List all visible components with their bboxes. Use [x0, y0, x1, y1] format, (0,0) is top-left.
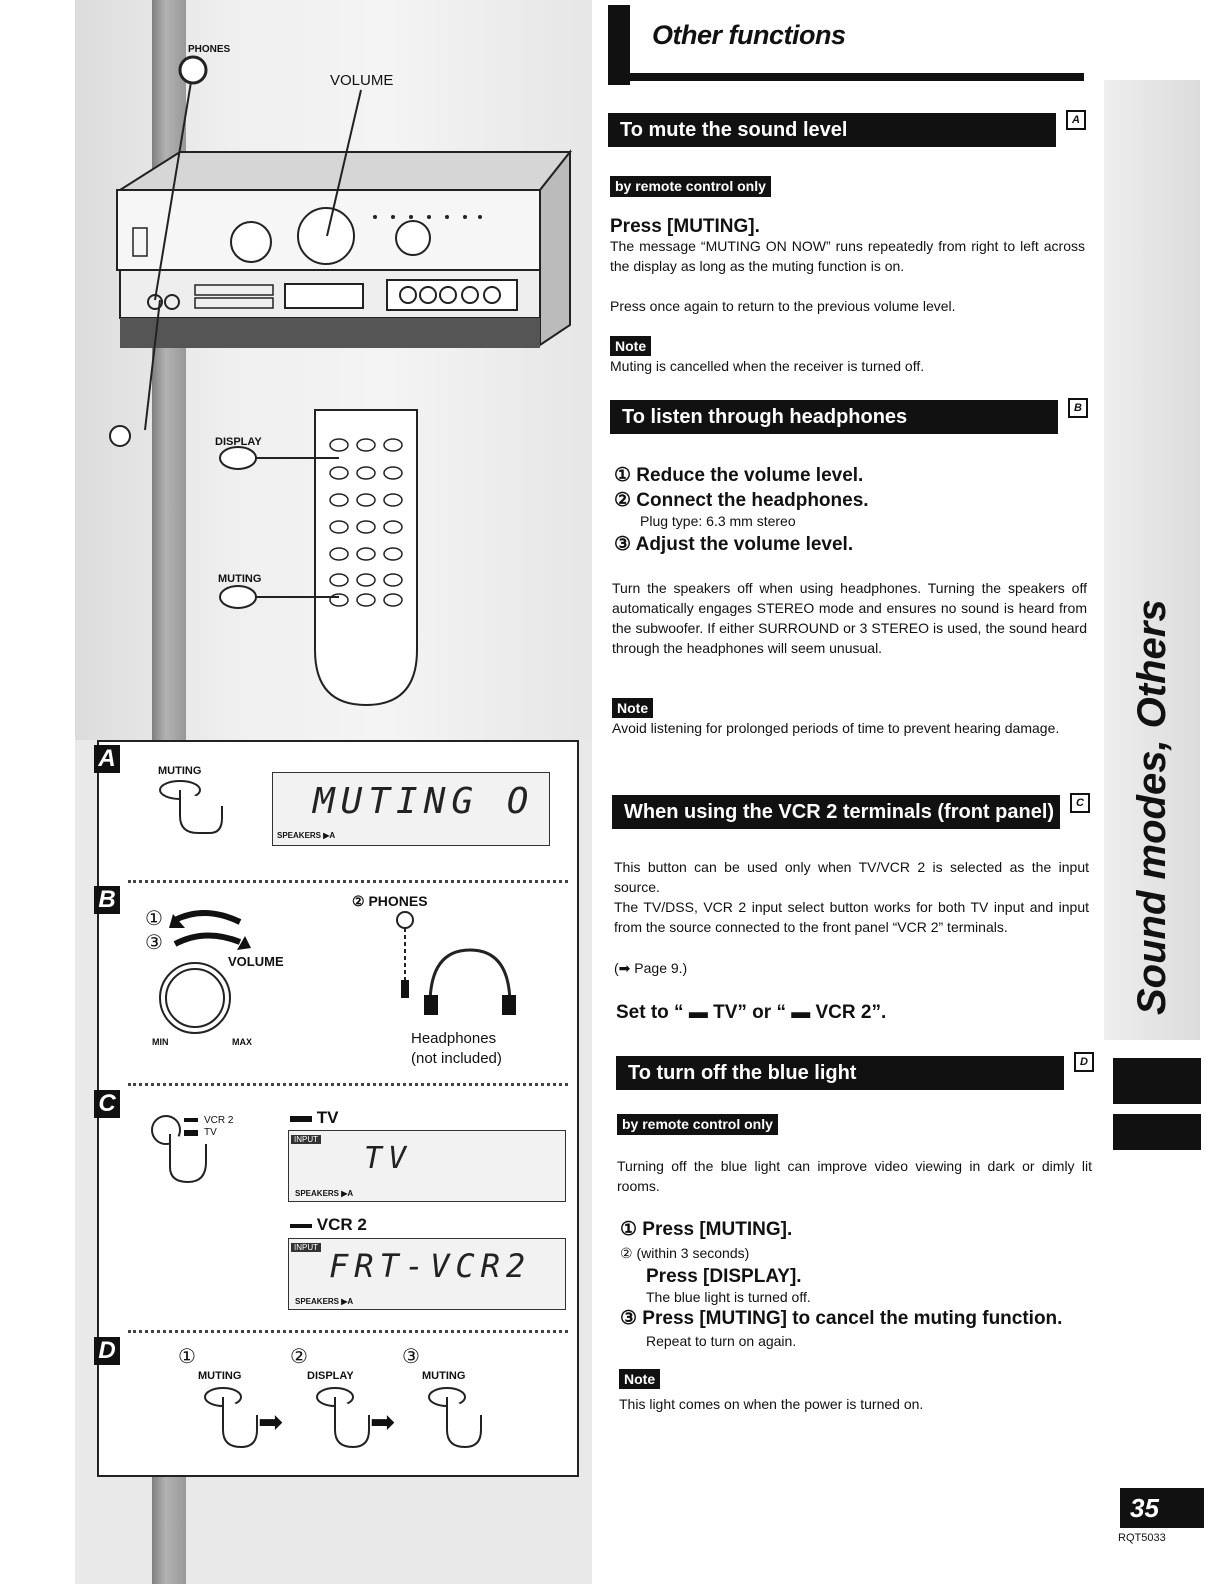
blue-step-2-result: The blue light is turned off.	[646, 1289, 811, 1305]
mute-paragraph-2: Press once again to return to the previous volume level.	[610, 298, 956, 314]
panel-b-volume-label: VOLUME	[228, 954, 284, 969]
mute-remote-only: by remote control only	[610, 176, 771, 197]
side-tab-label: Sound modes, Others	[1130, 599, 1174, 1015]
vcr-page-ref: (➡ Page 9.)	[614, 960, 688, 976]
panel-c-tv-small: TV	[204, 1127, 217, 1138]
volume-knob-icon	[150, 960, 250, 1040]
vcr-section-tag: C	[1070, 793, 1090, 813]
headphones-plug-type: Plug type: 6.3 mm stereo	[640, 513, 796, 529]
page-title: Other functions	[652, 20, 846, 50]
headphones-section-tag: B	[1068, 398, 1088, 418]
arrow-right-icon: ➡	[370, 1406, 396, 1439]
headphones-note-label: Note	[612, 698, 653, 718]
vcr-set-instruction: Set to “ ▬ TV” or “ ▬ VCR 2”.	[616, 1002, 887, 1023]
panel-c-vcr2-text: VCR 2	[316, 1215, 367, 1234]
divider-cd	[128, 1330, 568, 1333]
panel-c-vcr2-small: VCR 2	[204, 1115, 234, 1126]
panel-d-letter: D	[94, 1337, 120, 1365]
headphones-step-2: ② Connect the headphones.	[614, 490, 869, 511]
headphones-step-3: ③ Adjust the volume level.	[614, 534, 854, 555]
headphones-note: Avoid listening for prolonged periods of time to prevent hearing damage.	[612, 720, 1060, 736]
panel-d-step3: ③	[402, 1346, 420, 1368]
display-label: DISPLAY	[215, 436, 262, 448]
vcr-paragraph-1: This button can be used only when TV/VCR 2 is selected as the input source.	[614, 859, 1089, 895]
panel-d-display: DISPLAY	[307, 1370, 354, 1382]
mute-note-label: Note	[610, 336, 651, 356]
mute-section-tag: A	[1066, 110, 1086, 130]
headphones-step-1: ① Reduce the volume level.	[614, 465, 864, 486]
blue-note-label: Note	[619, 1369, 660, 1389]
panel-c-vcr2-lcd	[288, 1238, 566, 1310]
arrow-right-icon: ➡	[258, 1406, 284, 1439]
divider-bc	[128, 1083, 568, 1086]
panel-a-speakers: SPEAKERS ▶A	[277, 831, 336, 840]
panel-b-min: MIN	[152, 1037, 169, 1047]
panel-a-lcd	[272, 772, 550, 846]
panel-c-tv-lcd	[288, 1130, 566, 1202]
mute-heading: To mute the sound level	[608, 113, 1056, 147]
panel-c-input-badge-1: INPUT	[291, 1135, 321, 1144]
blue-heading: To turn off the blue light	[616, 1056, 1064, 1090]
document-code: RQT5033	[1118, 1532, 1166, 1544]
phones-label: PHONES	[188, 44, 231, 55]
panel-c-speakers-1: SPEAKERS ▶A	[295, 1189, 354, 1198]
headphones-paragraph: Turn the speakers off when using headphones. Turning the speakers off automatically engages STEREO mode and ensures no sound is heard from the subwoofer. If either SURROUND or 3 STEREO is used, the sound heard through the headphones will seem unusual.	[612, 580, 1087, 656]
page-number: 35	[1120, 1488, 1204, 1528]
vcr-symbol-icon	[290, 1224, 312, 1228]
panel-c-tv-label	[290, 1108, 338, 1128]
panel-d-hands	[195, 1385, 495, 1455]
panel-c-vcr2-lcd-text: FRT-VCR2	[329, 1247, 532, 1285]
blue-remote-only: by remote control only	[617, 1114, 778, 1135]
blue-step-2-note: ② (within 3 seconds)	[620, 1245, 750, 1261]
headphones-heading: To listen through headphones	[610, 400, 1058, 434]
blue-note: This light comes on when the power is turned on.	[619, 1396, 924, 1412]
panel-b-step3: ③	[145, 932, 163, 954]
receiver-remote-drawing	[75, 0, 592, 740]
panel-b-step1: ①	[145, 908, 163, 930]
panel-c-speakers-2: SPEAKERS ▶A	[295, 1297, 354, 1306]
panel-d-muting-2: MUTING	[422, 1370, 466, 1382]
muting-label: MUTING	[218, 573, 262, 585]
panel-b-headphones: Headphones	[411, 1030, 497, 1047]
vcr-paragraph-2: The TV/DSS, VCR 2 input select button works for both TV input and input from the source connected to the front panel “VCR 2” terminals.	[614, 899, 1089, 935]
side-black-block-2	[1113, 1114, 1201, 1150]
mute-step: Press [MUTING].	[610, 216, 760, 237]
panel-a-muting-label: MUTING	[158, 765, 202, 777]
panel-d-muting-1: MUTING	[198, 1370, 242, 1382]
blue-step-2: Press [DISPLAY].	[646, 1266, 802, 1287]
panel-c-letter: C	[94, 1090, 120, 1118]
panel-d-step1: ①	[178, 1346, 196, 1368]
panel-c-tv-text: TV	[316, 1108, 339, 1127]
title-underline	[608, 73, 1084, 81]
panel-d-step2: ②	[290, 1346, 308, 1368]
volume-direction-arrows	[165, 900, 255, 950]
blue-step-1: ① Press [MUTING].	[620, 1219, 793, 1240]
panel-c-vcr2-label	[290, 1215, 367, 1235]
mute-note: Muting is cancelled when the receiver is turned off.	[610, 358, 925, 374]
blue-step-3-result: Repeat to turn on again.	[646, 1333, 797, 1349]
vcr-heading: When using the VCR 2 terminals (front panel)	[612, 795, 1060, 829]
panel-c-tv-lcd-text: TV	[364, 1141, 413, 1176]
headphones-icon	[390, 910, 520, 1025]
blue-paragraph: Turning off the blue light can improve video viewing in dark or dimly lit rooms.	[617, 1158, 1092, 1194]
mute-paragraph-1: The message “MUTING ON NOW” runs repeatedly from right to left across the display as long as the muting function is on.	[610, 238, 1085, 274]
panel-a-lcd-text: MUTING O	[313, 781, 535, 822]
panel-b-max: MAX	[232, 1037, 252, 1047]
blue-step-3: ③ Press [MUTING] to cancel the muting function.	[620, 1308, 1063, 1329]
volume-label: VOLUME	[330, 72, 394, 89]
panel-b-phones-label: ② PHONES	[352, 893, 428, 909]
blue-section-tag: D	[1074, 1052, 1094, 1072]
side-black-block-1	[1113, 1058, 1201, 1104]
panel-c-input-badge-2: INPUT	[291, 1243, 321, 1252]
press-hand-icon	[150, 778, 230, 838]
divider-ab	[128, 880, 568, 883]
panel-b-letter: B	[94, 886, 120, 914]
panel-a-letter: A	[94, 745, 120, 773]
tv-symbol-icon	[290, 1116, 312, 1122]
panel-b-not-included: (not included)	[411, 1050, 502, 1067]
